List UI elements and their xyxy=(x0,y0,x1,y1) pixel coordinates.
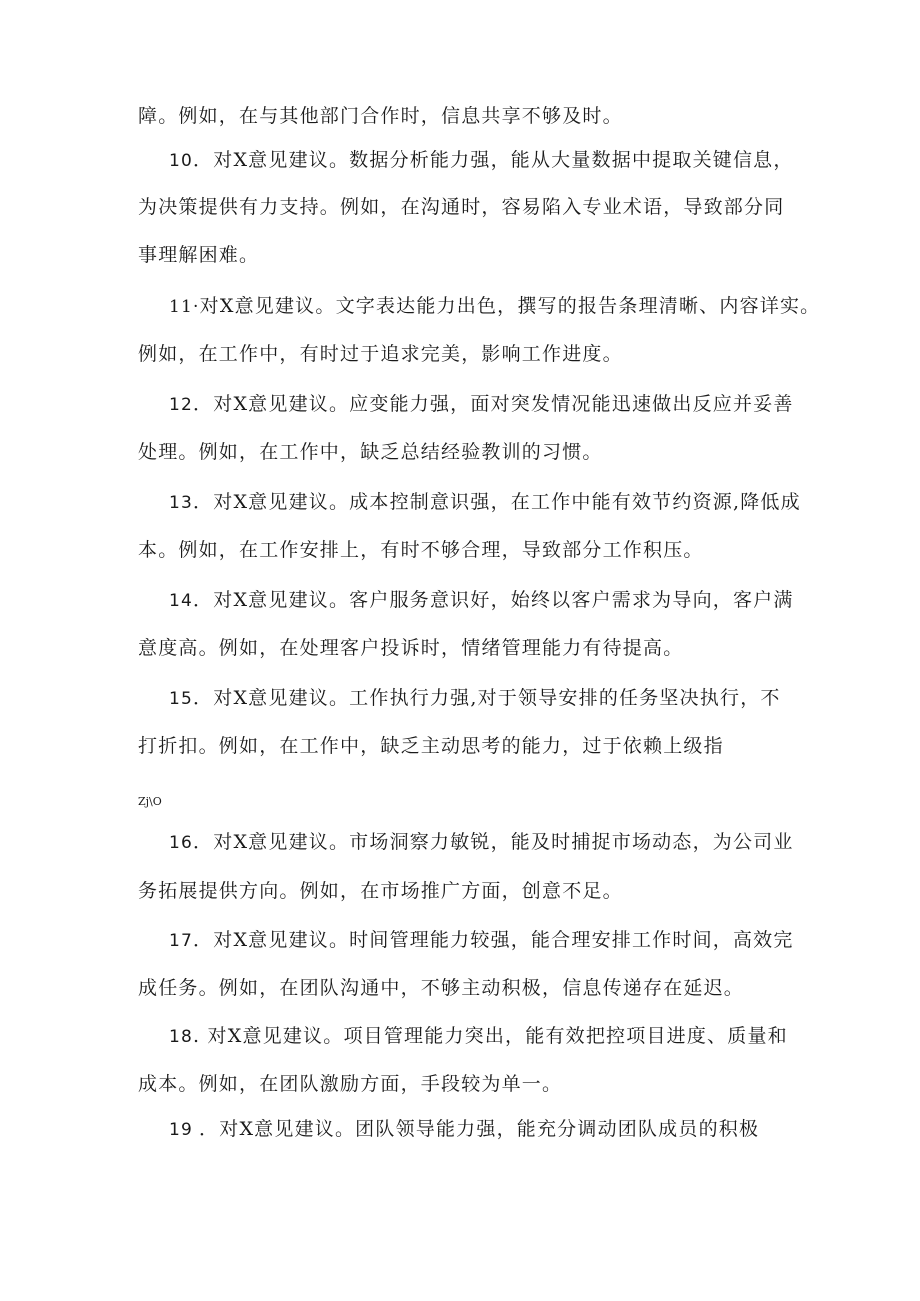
list-item-15-line-1: 15．对X意见建议。工作执行力强,对于领导安排的任务坚决执行，不 xyxy=(169,687,781,709)
list-item-18-line-1: 18. 对X意见建议。项目管理能力突出，能有效把控项目进度、质量和 xyxy=(169,1025,788,1047)
item-number: 12 xyxy=(169,395,194,415)
list-item-17-line-2: 成任务。例如，在团队沟通中，不够主动积极，信息传递存在延迟。 xyxy=(138,977,745,999)
item-number: 18 xyxy=(169,1027,194,1047)
list-item-13-line-1: 13．对X意见建议。成本控制意识强，在工作中能有效节约资源,降低成 xyxy=(169,491,801,513)
list-item-19-line-1: 19 ．对X意见建议。团队领导能力强，能充分调动团队成员的积极 xyxy=(169,1118,760,1140)
list-item-15-line-2: 打折扣。例如，在工作中，缺乏主动思考的能力，过于依赖上级指 xyxy=(138,735,724,757)
list-item-18-line-2: 成本。例如，在团队激励方面，手段较为单一。 xyxy=(138,1073,563,1095)
list-item-10-line-2: 为决策提供有力支持。例如，在沟通时，容易陷入专业术语，导致部分同 xyxy=(138,196,785,218)
text-line-continuation: 障。例如，在与其他部门合作时，信息共享不够及时。 xyxy=(138,105,623,127)
item-number: 16 xyxy=(169,833,194,853)
list-item-17-line-1: 17．对X意见建议。时间管理能力较强，能合理安排工作时间，高效完 xyxy=(169,929,794,951)
list-item-16-line-1: 16．对X意见建议。市场洞察力敏锐，能及时捕捉市场动态，为公司业 xyxy=(169,831,794,853)
item-number: 13 xyxy=(169,493,194,513)
list-item-11-line-1: 11·对X意见建议。文字表达能力出色，撰写的报告条理清晰、内容详实。 xyxy=(169,295,821,317)
list-item-14-line-2: 意度高。例如，在处理客户投诉时，情绪管理能力有待提高。 xyxy=(138,637,684,659)
item-number: 14 xyxy=(169,591,194,611)
list-item-16-line-2: 务拓展提供方向。例如，在市场推广方面，创意不足。 xyxy=(138,880,623,902)
item-number: 15 xyxy=(169,689,194,709)
garbled-text-fragment: Zj\O xyxy=(138,795,162,808)
item-number: 10 xyxy=(169,151,194,171)
item-number: 11· xyxy=(169,297,200,317)
item-number: 17 xyxy=(169,931,194,951)
list-item-14-line-1: 14．对X意见建议。客户服务意识好，始终以客户需求为导向，客户满 xyxy=(169,589,794,611)
list-item-12-line-1: 12．对X意见建议。应变能力强，面对突发情况能迅速做出反应并妥善 xyxy=(169,393,794,415)
item-number: 19 xyxy=(169,1120,194,1140)
list-item-13-line-2: 本。例如，在工作安排上，有时不够合理，导致部分工作积压。 xyxy=(138,539,704,561)
list-item-11-line-2: 例如，在工作中，有时过于追求完美，影响工作进度。 xyxy=(138,343,623,365)
list-item-12-line-2: 处理。例如，在工作中，缺乏总结经验教训的习惯。 xyxy=(138,441,603,463)
list-item-10-line-3: 事理解困难。 xyxy=(138,244,260,266)
list-item-10-line-1: 10．对X意见建议。数据分析能力强，能从大量数据中提取关键信息， xyxy=(169,149,794,171)
